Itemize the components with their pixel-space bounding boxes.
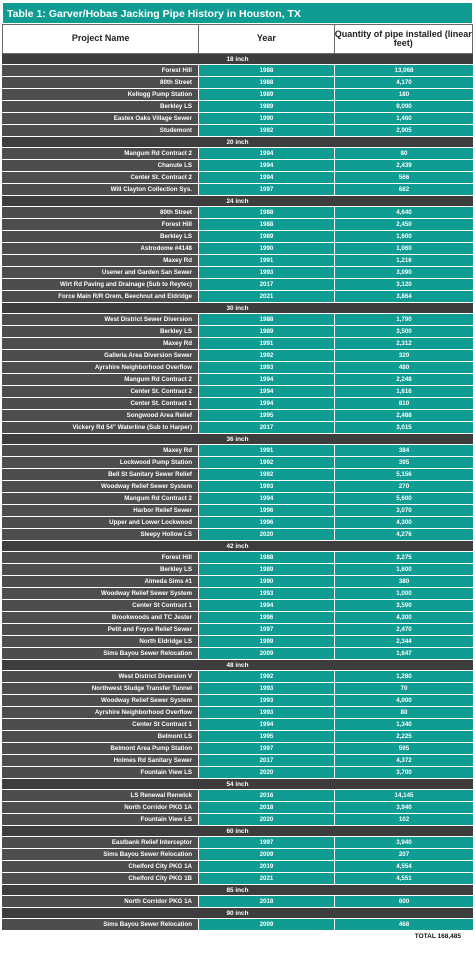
table-row xyxy=(2,231,473,243)
table-row xyxy=(2,719,473,731)
quantity-cell: 5,600 xyxy=(335,493,473,505)
year-cell: 1994 xyxy=(199,600,335,612)
table-row xyxy=(2,636,473,648)
section-header: 30 inch xyxy=(2,303,473,314)
total-label: TOTAL 168,485 xyxy=(2,931,473,943)
project-name-cell: Galleria Area Diversion Sewer xyxy=(2,350,199,362)
project-name-cell: Berkley LS xyxy=(2,564,199,576)
project-name-cell: Belmont Area Pump Station xyxy=(2,743,199,755)
table-row xyxy=(2,279,473,291)
table-row xyxy=(2,849,473,861)
year-cell: 1992 xyxy=(199,125,335,137)
year-cell: 1994 xyxy=(199,160,335,172)
quantity-cell: 810 xyxy=(335,398,473,410)
quantity-cell: 3,940 xyxy=(335,837,473,849)
quantity-cell: 2,225 xyxy=(335,731,473,743)
project-name-cell: 80th Street xyxy=(2,77,199,89)
quantity-cell: 468 xyxy=(335,919,473,931)
quantity-cell: 2,248 xyxy=(335,374,473,386)
project-name-cell: Chanute LS xyxy=(2,160,199,172)
table-row xyxy=(2,576,473,588)
quantity-cell: 4,551 xyxy=(335,873,473,885)
project-name-cell: Center St. Contract 2 xyxy=(2,386,199,398)
year-cell: 1994 xyxy=(199,386,335,398)
table-row xyxy=(2,755,473,767)
year-cell: 1997 xyxy=(199,624,335,636)
year-cell: 1990 xyxy=(199,576,335,588)
table-row xyxy=(2,184,473,196)
year-cell: 1993 xyxy=(199,683,335,695)
table-row xyxy=(2,919,473,931)
quantity-cell: 3,275 xyxy=(335,552,473,564)
quantity-cell: 4,554 xyxy=(335,861,473,873)
project-name-cell: Center St Contract 1 xyxy=(2,719,199,731)
project-name-cell: Vickery Rd 54" Waterline (Sub to Harper) xyxy=(2,422,199,434)
table-row xyxy=(2,267,473,279)
year-cell: 1994 xyxy=(199,398,335,410)
quantity-cell: 2,905 xyxy=(335,125,473,137)
table-row xyxy=(2,148,473,160)
quantity-cell: 102 xyxy=(335,814,473,826)
project-name-cell: Eastbank Relief Interceptor xyxy=(2,837,199,849)
year-cell: 2020 xyxy=(199,529,335,541)
project-name-cell: Woodway Relief Sewer System xyxy=(2,481,199,493)
table-row xyxy=(2,790,473,802)
year-cell: 1988 xyxy=(199,207,335,219)
quantity-cell: 5,156 xyxy=(335,469,473,481)
year-cell: 1988 xyxy=(199,552,335,564)
project-name-cell: Forest Hill xyxy=(2,552,199,564)
table-row xyxy=(2,207,473,219)
quantity-cell: 3,864 xyxy=(335,291,473,303)
quantity-cell: 1,340 xyxy=(335,719,473,731)
year-cell: 1997 xyxy=(199,743,335,755)
year-cell: 1994 xyxy=(199,148,335,160)
table-row xyxy=(2,314,473,326)
table-row xyxy=(2,588,473,600)
project-name-cell: Center St. Contract 1 xyxy=(2,398,199,410)
table-row xyxy=(2,398,473,410)
table-row xyxy=(2,219,473,231)
year-cell: 1992 xyxy=(199,671,335,683)
section-header: 18 inch xyxy=(2,54,473,65)
header-project-name: Project Name xyxy=(3,25,199,53)
year-cell: 2019 xyxy=(199,861,335,873)
table-row xyxy=(2,505,473,517)
quantity-cell: 4,170 xyxy=(335,77,473,89)
year-cell: 2018 xyxy=(199,802,335,814)
year-cell: 1989 xyxy=(199,326,335,338)
year-cell: 2017 xyxy=(199,422,335,434)
quantity-cell: 180 xyxy=(335,89,473,101)
year-cell: 1988 xyxy=(199,77,335,89)
quantity-cell: 4,300 xyxy=(335,612,473,624)
project-name-cell: Chelford City PKG 1B xyxy=(2,873,199,885)
table-header-row xyxy=(2,24,473,54)
quantity-cell: 595 xyxy=(335,743,473,755)
year-cell: 1995 xyxy=(199,410,335,422)
year-cell: 1993 xyxy=(199,707,335,719)
table-row xyxy=(2,77,473,89)
quantity-cell: 600 xyxy=(335,896,473,908)
pipe-history-table xyxy=(2,2,473,943)
project-name-cell: Songwood Area Relief xyxy=(2,410,199,422)
table-row xyxy=(2,338,473,350)
project-name-cell: Woodway Relief Sewer System xyxy=(2,588,199,600)
table-row xyxy=(2,648,473,660)
table-row xyxy=(2,101,473,113)
table-row xyxy=(2,695,473,707)
project-name-cell: Petit and Foyce Relief Sewer xyxy=(2,624,199,636)
quantity-cell: 3,700 xyxy=(335,767,473,779)
header-quantity: Quantity of pipe installed (linear feet) xyxy=(334,28,472,48)
quantity-cell: 3,500 xyxy=(335,326,473,338)
project-name-cell: Northwest Sludge Transfer Tunnel xyxy=(2,683,199,695)
table-row xyxy=(2,65,473,77)
table-row xyxy=(2,113,473,125)
quantity-cell: 70 xyxy=(335,683,473,695)
quantity-cell: 3,015 xyxy=(335,422,473,434)
project-name-cell: North Corridor PKG 1A xyxy=(2,802,199,814)
table-row xyxy=(2,350,473,362)
year-cell: 1988 xyxy=(199,219,335,231)
quantity-cell: 2,488 xyxy=(335,410,473,422)
year-cell: 1996 xyxy=(199,505,335,517)
table-row xyxy=(2,896,473,908)
table-row xyxy=(2,255,473,267)
section-header: 24 inch xyxy=(2,196,473,207)
table-row xyxy=(2,624,473,636)
table-row xyxy=(2,529,473,541)
project-name-cell: Fountain View LS xyxy=(2,767,199,779)
year-cell: 1999 xyxy=(199,636,335,648)
quantity-cell: 480 xyxy=(335,362,473,374)
quantity-cell: 1,790 xyxy=(335,314,473,326)
year-cell: 1993 xyxy=(199,267,335,279)
project-name-cell: Maxey Rd xyxy=(2,255,199,267)
table-row xyxy=(2,386,473,398)
year-cell: 1988 xyxy=(199,314,335,326)
year-cell: 2017 xyxy=(199,755,335,767)
quantity-cell: 395 xyxy=(335,457,473,469)
quantity-cell: 320 xyxy=(335,350,473,362)
year-cell: 2018 xyxy=(199,896,335,908)
year-cell: 1997 xyxy=(199,837,335,849)
table-row xyxy=(2,89,473,101)
section-header: 48 inch xyxy=(2,660,473,671)
quantity-cell: 4,276 xyxy=(335,529,473,541)
project-name-cell: Berkley LS xyxy=(2,326,199,338)
quantity-cell: 3,070 xyxy=(335,505,473,517)
year-cell: 1993 xyxy=(199,588,335,600)
project-name-cell: Belmont LS xyxy=(2,731,199,743)
table-row xyxy=(2,837,473,849)
table-row xyxy=(2,564,473,576)
year-cell: 2020 xyxy=(199,767,335,779)
table-row xyxy=(2,814,473,826)
year-cell: 1991 xyxy=(199,255,335,267)
quantity-cell: 1,600 xyxy=(335,231,473,243)
project-name-cell: Forest Hill xyxy=(2,65,199,77)
quantity-cell: 1,060 xyxy=(335,243,473,255)
section-header: 20 inch xyxy=(2,137,473,148)
year-cell: 1992 xyxy=(199,350,335,362)
quantity-cell: 3,590 xyxy=(335,600,473,612)
year-cell: 2021 xyxy=(199,873,335,885)
quantity-cell: 384 xyxy=(335,445,473,457)
year-cell: 1994 xyxy=(199,493,335,505)
project-name-cell: Force Main R/R Orem, Beechnut and Eldridge xyxy=(2,291,199,303)
project-name-cell: Ayrshire Neighborhood Overflow xyxy=(2,362,199,374)
year-cell: 1994 xyxy=(199,719,335,731)
table-body xyxy=(2,54,473,931)
quantity-cell: 80 xyxy=(335,148,473,160)
year-cell: 1991 xyxy=(199,338,335,350)
project-name-cell: Harbor Relief Sewer xyxy=(2,505,199,517)
quantity-cell: 4,000 xyxy=(335,695,473,707)
year-cell: 2017 xyxy=(199,279,335,291)
table-row xyxy=(2,767,473,779)
project-name-cell: Sims Bayou Sewer Relocation xyxy=(2,648,199,660)
year-cell: 1988 xyxy=(199,65,335,77)
quantity-cell: 3,120 xyxy=(335,279,473,291)
section-header: 60 inch xyxy=(2,826,473,837)
quantity-cell: 4,640 xyxy=(335,207,473,219)
header-year: Year xyxy=(199,25,334,53)
section-header: 54 inch xyxy=(2,779,473,790)
project-name-cell: Ayrshire Neighborhood Overflow xyxy=(2,707,199,719)
project-name-cell: Mangum Rd Contract 2 xyxy=(2,148,199,160)
quantity-cell: 3,090 xyxy=(335,267,473,279)
quantity-cell: 14,145 xyxy=(335,790,473,802)
project-name-cell: Center St Contract 1 xyxy=(2,600,199,612)
year-cell: 1997 xyxy=(199,184,335,196)
quantity-cell: 1,647 xyxy=(335,648,473,660)
year-cell: 1993 xyxy=(199,481,335,493)
project-name-cell: Will Clayton Collection Sys. xyxy=(2,184,199,196)
table-row xyxy=(2,671,473,683)
year-cell: 2009 xyxy=(199,849,335,861)
table-row xyxy=(2,861,473,873)
project-name-cell: Astrodome #4148 xyxy=(2,243,199,255)
table-row xyxy=(2,600,473,612)
project-name-cell: Sims Bayou Sewer Relocation xyxy=(2,849,199,861)
year-cell: 1994 xyxy=(199,374,335,386)
table-row xyxy=(2,481,473,493)
section-header: 90 inch xyxy=(2,908,473,919)
quantity-cell: 1,616 xyxy=(335,386,473,398)
table-row xyxy=(2,291,473,303)
project-name-cell: Bell St Sanitary Sewer Relief xyxy=(2,469,199,481)
table-row xyxy=(2,802,473,814)
year-cell: 1993 xyxy=(199,362,335,374)
quantity-cell: 682 xyxy=(335,184,473,196)
project-name-cell: Studemont xyxy=(2,125,199,137)
project-name-cell: LS Renewal Renwick xyxy=(2,790,199,802)
table-row xyxy=(2,410,473,422)
table-row xyxy=(2,469,473,481)
project-name-cell: Forest Hill xyxy=(2,219,199,231)
quantity-cell: 4,300 xyxy=(335,517,473,529)
quantity-cell: 1,460 xyxy=(335,113,473,125)
project-name-cell: 80th Street xyxy=(2,207,199,219)
table-row xyxy=(2,243,473,255)
project-name-cell: West District Sewer Diversion xyxy=(2,314,199,326)
quantity-cell: 207 xyxy=(335,849,473,861)
table-row xyxy=(2,362,473,374)
table-row xyxy=(2,125,473,137)
project-name-cell: Usener and Garden San Sewer xyxy=(2,267,199,279)
table-title: Table 1: Garver/Hobas Jacking Pipe History in Houston, TX xyxy=(2,2,473,24)
project-name-cell: Maxey Rd xyxy=(2,338,199,350)
year-cell: 1992 xyxy=(199,469,335,481)
quantity-cell: 13,068 xyxy=(335,65,473,77)
project-name-cell: North Eldridge LS xyxy=(2,636,199,648)
year-cell: 1995 xyxy=(199,731,335,743)
quantity-cell: 2,470 xyxy=(335,624,473,636)
quantity-cell: 4,372 xyxy=(335,755,473,767)
quantity-cell: 1,216 xyxy=(335,255,473,267)
project-name-cell: Chelford City PKG 1A xyxy=(2,861,199,873)
year-cell: 2021 xyxy=(199,291,335,303)
year-cell: 1992 xyxy=(199,457,335,469)
quantity-cell: 566 xyxy=(335,172,473,184)
quantity-cell: 1,000 xyxy=(335,588,473,600)
project-name-cell: Berkley LS xyxy=(2,231,199,243)
project-name-cell: Sims Bayou Sewer Relocation xyxy=(2,919,199,931)
project-name-cell: Holmes Rd Sanitary Sewer xyxy=(2,755,199,767)
project-name-cell: Berkley LS xyxy=(2,101,199,113)
year-cell: 2009 xyxy=(199,919,335,931)
project-name-cell: Mangum Rd Contract 2 xyxy=(2,374,199,386)
quantity-cell: 380 xyxy=(335,576,473,588)
table-row xyxy=(2,552,473,564)
project-name-cell: Eastex Oaks Village Sewer xyxy=(2,113,199,125)
quantity-cell: 270 xyxy=(335,481,473,493)
table-row xyxy=(2,457,473,469)
quantity-cell: 1,600 xyxy=(335,564,473,576)
table-row xyxy=(2,374,473,386)
table-row xyxy=(2,517,473,529)
project-name-cell: Almeda Sims #1 xyxy=(2,576,199,588)
quantity-cell: 80 xyxy=(335,707,473,719)
quantity-cell: 2,344 xyxy=(335,636,473,648)
project-name-cell: Sleepy Hollow LS xyxy=(2,529,199,541)
project-name-cell: Brookwoods and TC Jester xyxy=(2,612,199,624)
project-name-cell: Maxey Rd xyxy=(2,445,199,457)
year-cell: 1989 xyxy=(199,564,335,576)
year-cell: 1990 xyxy=(199,243,335,255)
table-row xyxy=(2,422,473,434)
project-name-cell: North Corridor PKG 1A xyxy=(2,896,199,908)
quantity-cell: 2,439 xyxy=(335,160,473,172)
table-row xyxy=(2,743,473,755)
project-name-cell: Kellogg Pump Station xyxy=(2,89,199,101)
project-name-cell: Mangum Rd Contract 2 xyxy=(2,493,199,505)
table-row xyxy=(2,172,473,184)
table-row xyxy=(2,683,473,695)
section-header: 42 inch xyxy=(2,541,473,552)
year-cell: 1993 xyxy=(199,695,335,707)
year-cell: 1989 xyxy=(199,101,335,113)
year-cell: 1989 xyxy=(199,231,335,243)
table-row xyxy=(2,445,473,457)
project-name-cell: Center St. Contract 2 xyxy=(2,172,199,184)
year-cell: 1996 xyxy=(199,517,335,529)
quantity-cell: 2,312 xyxy=(335,338,473,350)
year-cell: 2016 xyxy=(199,790,335,802)
quantity-cell: 9,090 xyxy=(335,101,473,113)
quantity-cell: 3,940 xyxy=(335,802,473,814)
year-cell: 1994 xyxy=(199,172,335,184)
table-row xyxy=(2,160,473,172)
table-row xyxy=(2,873,473,885)
year-cell: 2020 xyxy=(199,814,335,826)
project-name-cell: Wirt Rd Paving and Drainage (Sub to Reytec) xyxy=(2,279,199,291)
project-name-cell: Lockwood Pump Station xyxy=(2,457,199,469)
table-row xyxy=(2,326,473,338)
year-cell: 1990 xyxy=(199,113,335,125)
table-row xyxy=(2,493,473,505)
year-cell: 2009 xyxy=(199,648,335,660)
section-header: 85 inch xyxy=(2,885,473,896)
section-header: 36 inch xyxy=(2,434,473,445)
project-name-cell: Fountain View LS xyxy=(2,814,199,826)
year-cell: 1991 xyxy=(199,445,335,457)
year-cell: 1996 xyxy=(199,612,335,624)
project-name-cell: Upper and Lower Lockwood xyxy=(2,517,199,529)
project-name-cell: West District Diversion V xyxy=(2,671,199,683)
table-row xyxy=(2,707,473,719)
project-name-cell: Woodway Relief Sewer System xyxy=(2,695,199,707)
table-row xyxy=(2,731,473,743)
table-row xyxy=(2,612,473,624)
quantity-cell: 2,450 xyxy=(335,219,473,231)
quantity-cell: 1,280 xyxy=(335,671,473,683)
year-cell: 1989 xyxy=(199,89,335,101)
